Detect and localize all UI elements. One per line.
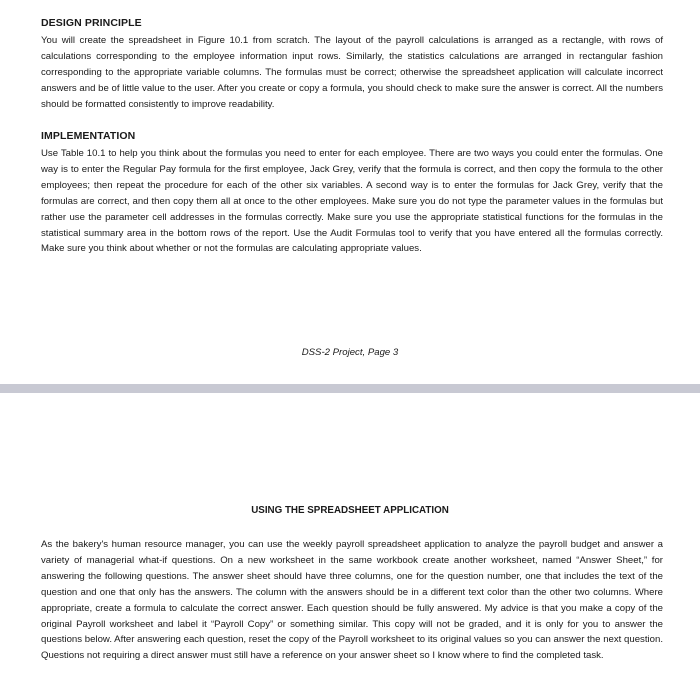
using-spreadsheet-paragraph: As the bakery's human resource manager, you can use the weekly payroll spreadsheet application to analyze the payroll budget and answer a variety of managerial what-if questions. On a new worksheet in the same workbook create another worksheet, named “Answer Sheet,” for answering the following questions. The answer sheet should have three columns, one for the question number, one that includes the text of the question and one that only has the answers. The column with the answers should be in a different text color than the other two columns. Where appropriate, create a formula to calculate the correct answer. Each question should be fully answered. My advice is that you make a copy of the original Payroll worksheet and label it “Payroll Copy” or something similar. This copy will not be graded, and it is only for you to answer the questions below. After answering each question, reset the copy of the Payroll worksheet to its original values so you can answer the next question. Questions not requiring a direct answer must still have a reference on your answer sheet so I know where to find the completed task. xyxy=(41,539,663,662)
page-footer: DSS-2 Project, Page 3 xyxy=(301,347,399,358)
design-principle-paragraph: You will create the spreadsheet in Figure 10.1 from scratch. The layout of the payroll calculations is arranged as a rectangle, with rows of calculations corresponding to the employee information input rows. Similarly, the statistics calculations are arranged in rectangular fashion corresponding to the appropriate variable columns. The formulas must be correct; otherwise the spreadsheet application will calculate incorrect answers and be of little value to the user. After you create or copy a formula, you should check to make sure the answer is correct. All the numbers should be formatted consistently to improve readability. xyxy=(41,35,663,110)
implementation-paragraph: Use Table 10.1 to help you think about the formulas you need to enter for each employee. There are two ways you could enter the formulas. One way is to enter the Regular Pay formula for the first employee, Jack Grey, verify that the formula is correct, and then copy the formula to the other employees; then repeat the procedure for each of the other six variables. A second way is to enter the formulas for Jack Grey, verify that the formulas are correct, and then copy them all at once to the other employees. Make sure you do not type the parameter values in the formulas but rather use the parameter cell addresses in the formulas correctly. Make sure you use the appropriate statistical functions for the formulas in the statistical summary area in the bottom rows of the report. Use the Audit Formulas tool to verify that you have entered all the formulas correctly. Make sure you think about whether or not the formulas are calculating appropriate values. xyxy=(41,148,663,255)
using-spreadsheet-heading: USING THE SPREADSHEET APPLICATION xyxy=(251,505,449,516)
document-page-lower xyxy=(0,393,700,692)
design-principle-heading: DESIGN PRINCIPLE xyxy=(41,17,142,29)
page-break-divider xyxy=(0,384,700,393)
implementation-heading: IMPLEMENTATION xyxy=(41,130,136,142)
